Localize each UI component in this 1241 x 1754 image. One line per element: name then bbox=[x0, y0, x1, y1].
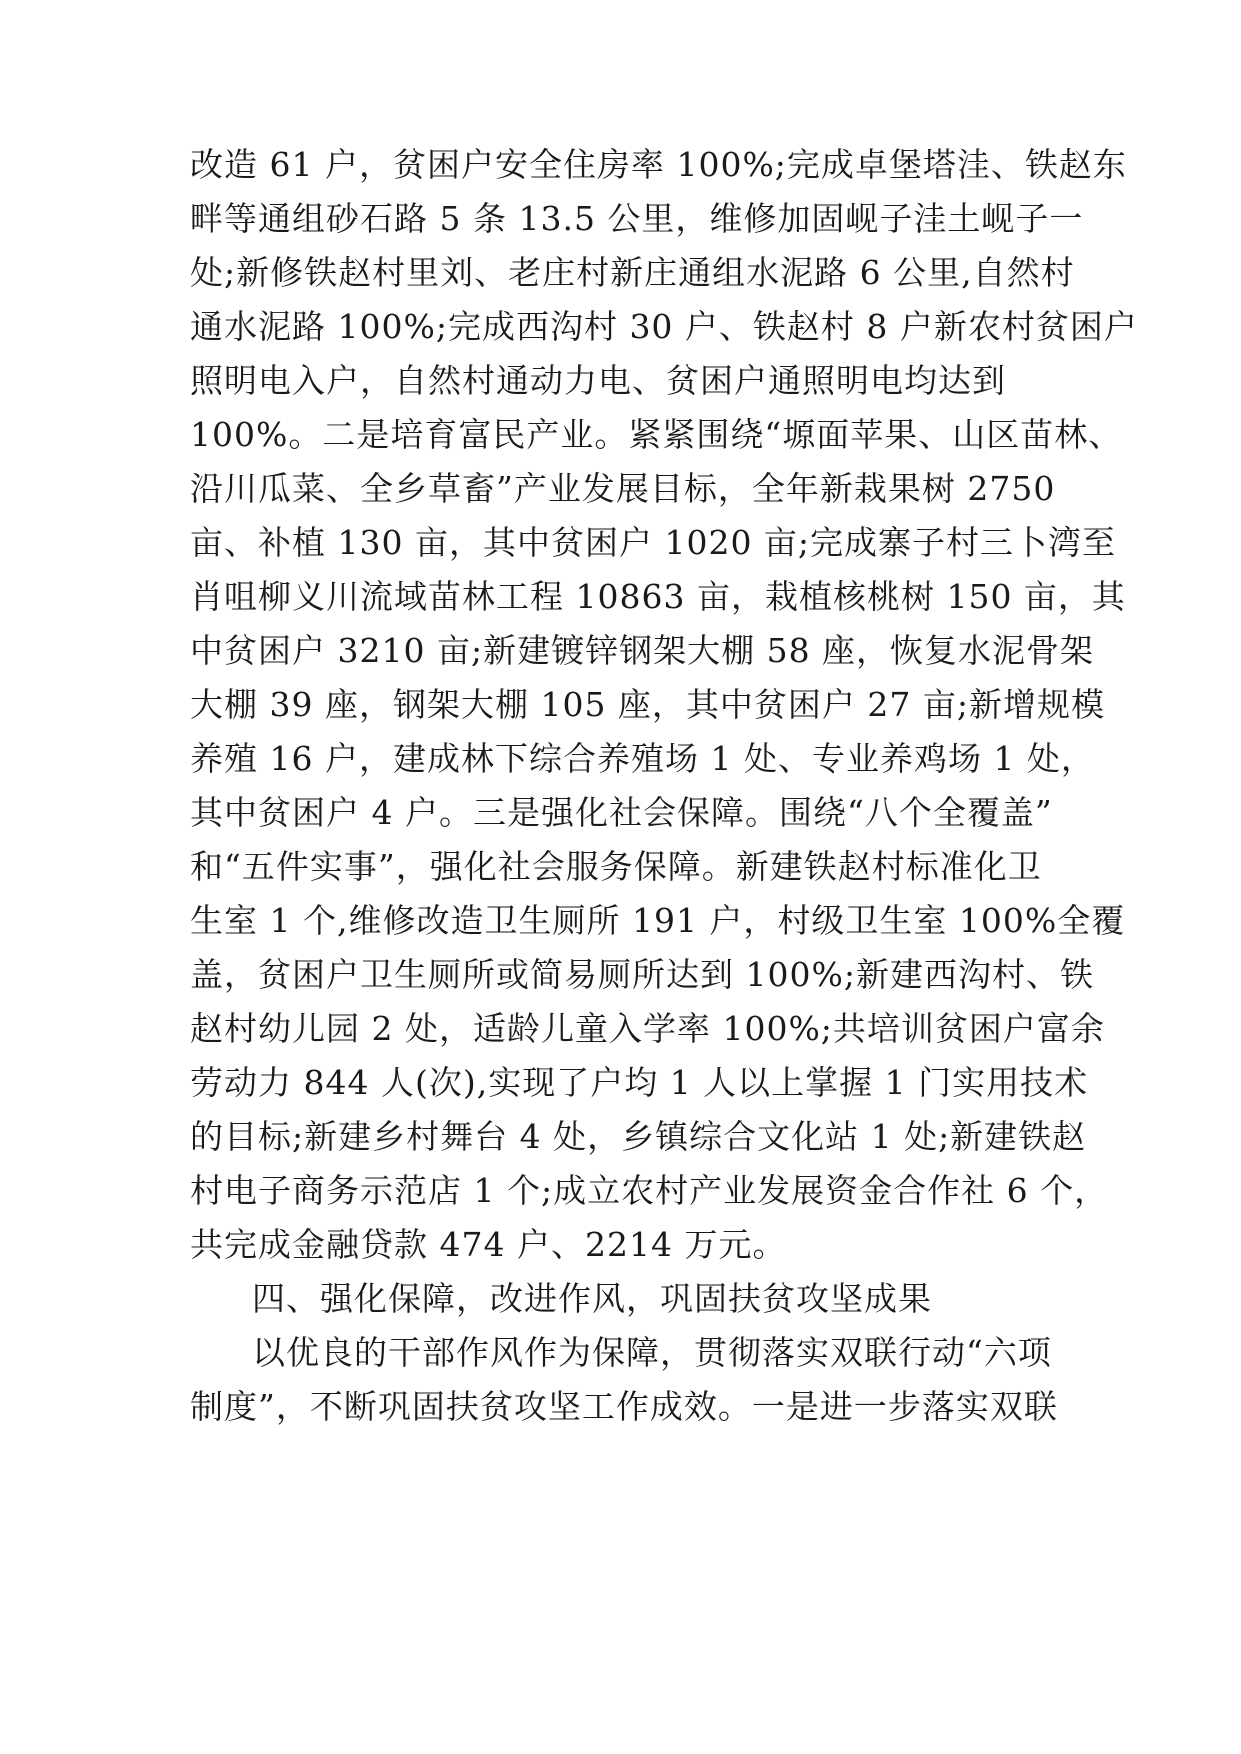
text-line: 通水泥路 100%;完成西沟村 30 户、铁赵村 8 户新农村贫困户 bbox=[190, 307, 1138, 346]
text-line: 改造 61 户，贫困户安全住房率 100%;完成卓堡塔洼、铁赵东 bbox=[190, 145, 1127, 184]
text-line: 处;新修铁赵村里刘、老庄村新庄通组水泥路 6 公里,自然村 bbox=[190, 253, 1075, 292]
text-line: 赵村幼儿园 2 处，适龄儿童入学率 100%;共培训贫困户富余 bbox=[190, 1009, 1105, 1048]
text-line: 制度”，不断巩固扶贫攻坚工作成效。一是进一步落实双联 bbox=[190, 1387, 1058, 1426]
section-heading: 四、强化保障，改进作风，巩固扶贫攻坚成果 bbox=[252, 1279, 932, 1318]
text-line: 沿川瓜菜、全乡草畜”产业发展目标，全年新栽果树 2750 bbox=[190, 469, 1056, 508]
text-line: 养殖 16 户，建成林下综合养殖场 1 处、专业养鸡场 1 处， bbox=[190, 739, 1095, 778]
text-line: 以优良的干部作风作为保障，贯彻落实双联行动“六项 bbox=[252, 1333, 1052, 1372]
text-line: 照明电入户，自然村通动力电、贫困户通照明电均达到 bbox=[190, 361, 1006, 400]
text-line: 村电子商务示范店 1 个;成立农村产业发展资金合作社 6 个， bbox=[190, 1171, 1109, 1210]
text-line: 劳动力 844 人(次),实现了户均 1 人以上掌握 1 门实用技术 bbox=[190, 1063, 1089, 1102]
text-line: 亩、补植 130 亩，其中贫困户 1020 亩;完成寨子村三卜湾至 bbox=[190, 523, 1117, 562]
text-line: 盖，贫困户卫生厕所或简易厕所达到 100%;新建西沟村、铁 bbox=[190, 955, 1094, 994]
text-line: 其中贫困户 4 户。三是强化社会保障。围绕“八个全覆盖” bbox=[190, 793, 1053, 832]
text-line: 100%。二是培育富民产业。紧紧围绕“塬面苹果、山区苗林、 bbox=[190, 415, 1123, 454]
text-line: 肖咀柳义川流域苗林工程 10863 亩，栽植核桃树 150 亩，其 bbox=[190, 577, 1126, 616]
text-line: 大棚 39 座，钢架大棚 105 座，其中贫困户 27 亩;新增规模 bbox=[190, 685, 1106, 724]
text-line: 畔等通组砂石路 5 条 13.5 公里，维修加固岘子洼土岘子一 bbox=[190, 199, 1084, 238]
text-line: 的目标;新建乡村舞台 4 处，乡镇综合文化站 1 处;新建铁赵 bbox=[190, 1117, 1087, 1156]
text-line: 中贫困户 3210 亩;新建镀锌钢架大棚 58 座，恢复水泥骨架 bbox=[190, 631, 1095, 670]
text-line: 和“五件实事”，强化社会服务保障。新建铁赵村标准化卫 bbox=[190, 847, 1042, 886]
text-line: 生室 1 个,维修改造卫生厕所 191 户，村级卫生室 100%全覆 bbox=[190, 901, 1126, 940]
text-line: 共完成金融贷款 474 户、2214 万元。 bbox=[190, 1225, 787, 1264]
